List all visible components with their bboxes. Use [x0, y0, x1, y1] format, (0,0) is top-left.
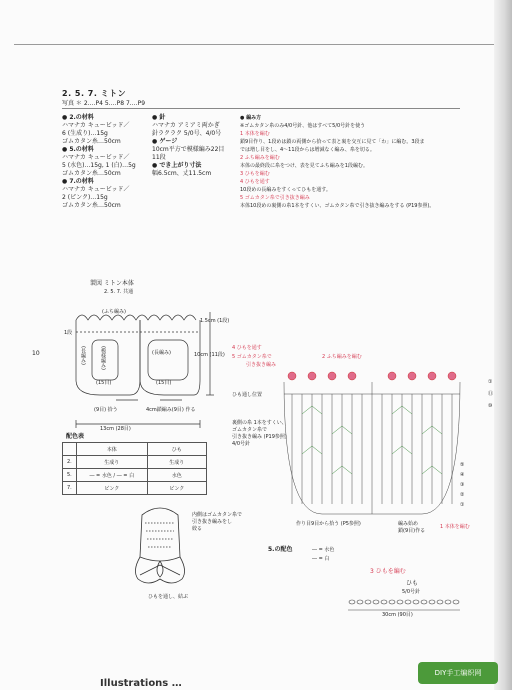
side-rows: 1段 — [64, 330, 73, 336]
table-header-blank — [63, 443, 77, 456]
material-5-title: ● 5.の材料 — [62, 146, 94, 153]
method-note: ※ゴムカタン糸のみ4/0号針、他はすべて5/0号針を使う — [240, 123, 366, 129]
photo-reference: 写真 ＊ 2.…P4 5.…P8 7.…P9 — [62, 100, 146, 107]
table-cell: 生成り — [147, 456, 206, 469]
table-header-body: 本体 — [76, 443, 147, 456]
table-cell: 2. — [63, 456, 77, 469]
color-table-title: 配色表 — [66, 433, 85, 440]
table-cell: ― = 水色 / ― = 白 — [76, 469, 147, 482]
figure-title: 製図 ミトン本体 — [90, 280, 134, 287]
step5-label: 5 ゴムカタン糸で — [232, 354, 272, 360]
method-step-4: 4 ひもを通す — [240, 179, 270, 185]
pattern-title: 2. 5. 7. ミトン — [62, 89, 127, 98]
cord-note: ひもを通し、結ぶ — [148, 594, 189, 600]
back-note: 裏側の糸 1本をすくい、 — [232, 420, 287, 426]
chart-start-note: 編み始め — [398, 521, 419, 527]
finished-mitten-drawing — [120, 505, 203, 590]
table-row — [63, 456, 207, 469]
chart-start-note: 鎖(9目)作る — [398, 528, 426, 534]
method-text: 10段めの長編みをすくってひもを通す。 — [240, 187, 331, 193]
figure-subtitle: 2. 5. 7. 共通 — [104, 289, 134, 295]
material-7-line: 2 (ピンク)…15g — [62, 194, 108, 201]
size-title: ● でき上がり寸法 — [152, 162, 202, 169]
row-label: ③ — [460, 482, 465, 488]
materials-column — [62, 114, 147, 210]
method-step-2: 2 ふち編みを編む — [240, 155, 280, 161]
table-cell: 水色 — [147, 469, 206, 482]
table-row — [63, 482, 207, 495]
body-pattern-label: (長編み) — [152, 350, 171, 356]
material-2-title: ● 2.の材料 — [62, 114, 94, 121]
table-cell: 7. — [63, 482, 77, 495]
table-cell: ピンク — [147, 482, 206, 495]
material-5-line: ゴムカタン糸…50cm — [62, 170, 121, 177]
cord-title: ひも — [406, 580, 419, 587]
footer-text: Illustrations … — [100, 678, 182, 689]
book-spine — [494, 0, 512, 690]
watermark-logo: DIY手工编织网 — [418, 662, 498, 684]
row-label: ⑪ — [488, 391, 494, 397]
gauge-line: 11段 — [152, 154, 166, 161]
method-column — [240, 114, 498, 210]
table-row — [63, 469, 207, 482]
material-7-line: ゴムカタン糸…50cm — [62, 202, 121, 209]
needle-line: 針ラクラク 5/0号、4/0号 — [152, 130, 222, 137]
row-label: ② — [460, 492, 465, 498]
stitch-count-right: (15目) — [156, 380, 172, 386]
color-table — [62, 442, 207, 495]
edge-label: (ふち編み) — [102, 309, 126, 315]
five-colors-blue: ― = 水色 — [312, 547, 335, 553]
cord-length: 30cm (90目) — [382, 612, 413, 618]
tools-column — [152, 114, 232, 178]
width-note: 13cm (28目) — [100, 426, 131, 432]
cord-needle: 5/0号針 — [402, 589, 421, 595]
inner-note: 内側はゴムカタン糸で — [192, 512, 243, 518]
step5-label: 引き抜き編み — [246, 362, 277, 368]
row-label: ① — [488, 379, 493, 385]
back-note: 引き抜き編み (P19参照) — [232, 434, 287, 440]
method-text: 鎖9目作り、1段めは鎖の両側から拾って表と裏を交互に見て「わ」に編む。3段ま — [240, 139, 425, 145]
row-label: ⑤ — [460, 462, 465, 468]
size-line: 幅6.5cm、丈11.5cm — [152, 170, 212, 177]
method-step-1: 1 本体を編む — [240, 131, 270, 137]
five-colors-title: 5.の配色 — [268, 546, 293, 553]
table-header-cord: ひも — [147, 443, 206, 456]
gauge-title: ● ゲージ — [152, 138, 178, 145]
five-colors-white: ― = 白 — [312, 556, 330, 562]
method-title: ● 編み方 — [240, 115, 262, 121]
step2-label: 2 ふち編みを編む — [322, 354, 362, 360]
back-note: 4/0号針 — [232, 441, 251, 447]
method-step-5: 5 ゴムカタン糸で引き抜き編み — [240, 195, 310, 201]
stitch-chart — [272, 364, 484, 524]
material-5-line: 5 (水色)…15g, 1 (白)…5g — [62, 162, 136, 169]
method-text: 本体の最終段に糸をつけ、表を見てふち編みを1段編む。 — [240, 163, 368, 169]
step1-label: 1 本体を編む — [440, 524, 470, 530]
row-label: ① — [460, 502, 465, 508]
cord-position: ひも通し位置 — [232, 392, 263, 398]
material-5-line: ハマナカ キュービッド／ — [62, 154, 130, 161]
material-2-line: 6 (生成り)…15g — [62, 130, 108, 137]
edge-height: 1.5cm (1段) — [200, 318, 230, 324]
material-2-line: ハマナカ キュービッド／ — [62, 122, 130, 129]
top-rule — [14, 44, 494, 45]
header-rule — [62, 108, 460, 109]
needle-title: ● 針 — [152, 114, 166, 121]
needle-line: ハマナカ アミアミ両かぎ — [152, 122, 220, 129]
body-height: 10cm (11段) — [194, 352, 225, 358]
page-number: 10 — [32, 350, 40, 357]
body-label: (長編み) — [80, 346, 86, 365]
method-text: では増し目をし、4～11段からは増減なく編み、糸を切る。 — [240, 147, 375, 153]
step4-label: 4 ひもを通す — [232, 345, 262, 351]
material-7-line: ハマナカ キュービッド／ — [62, 186, 130, 193]
row-label: ④ — [460, 472, 465, 478]
chain-note: 4cm鎖編み(9目) 作る — [146, 407, 196, 413]
inner-note: 絞る — [192, 526, 203, 532]
method-step-3: 3 ひもを編む — [240, 171, 270, 177]
cord-step: 3 ひもを編む — [370, 568, 406, 575]
pattern-label: (模様編み) — [100, 346, 106, 370]
gauge-line: 10cm平方で模様編み22目 — [152, 146, 225, 153]
material-2-line: ゴムカタン糸…50cm — [62, 138, 121, 145]
method-text: 本体10段めの裏側の糸1本をすくい、ゴムカタン糸で引き抜き編みをする (P19参照)。 — [240, 203, 435, 209]
pick-up-note: (9目) 拾う — [94, 407, 118, 413]
table-cell: ピンク — [76, 482, 147, 495]
inner-note: 引き抜き編みをし — [192, 519, 233, 525]
row-label: ⑩ — [488, 403, 493, 409]
table-cell: 5. — [63, 469, 77, 482]
back-note: ゴムカタン糸で — [232, 427, 268, 433]
table-cell: 生成り — [76, 456, 147, 469]
stitch-count-left: (15目) — [96, 380, 112, 386]
chart-pick-note: 作り目9目から拾う (P5参照) — [296, 521, 361, 527]
material-7-title: ● 7.の材料 — [62, 178, 94, 185]
